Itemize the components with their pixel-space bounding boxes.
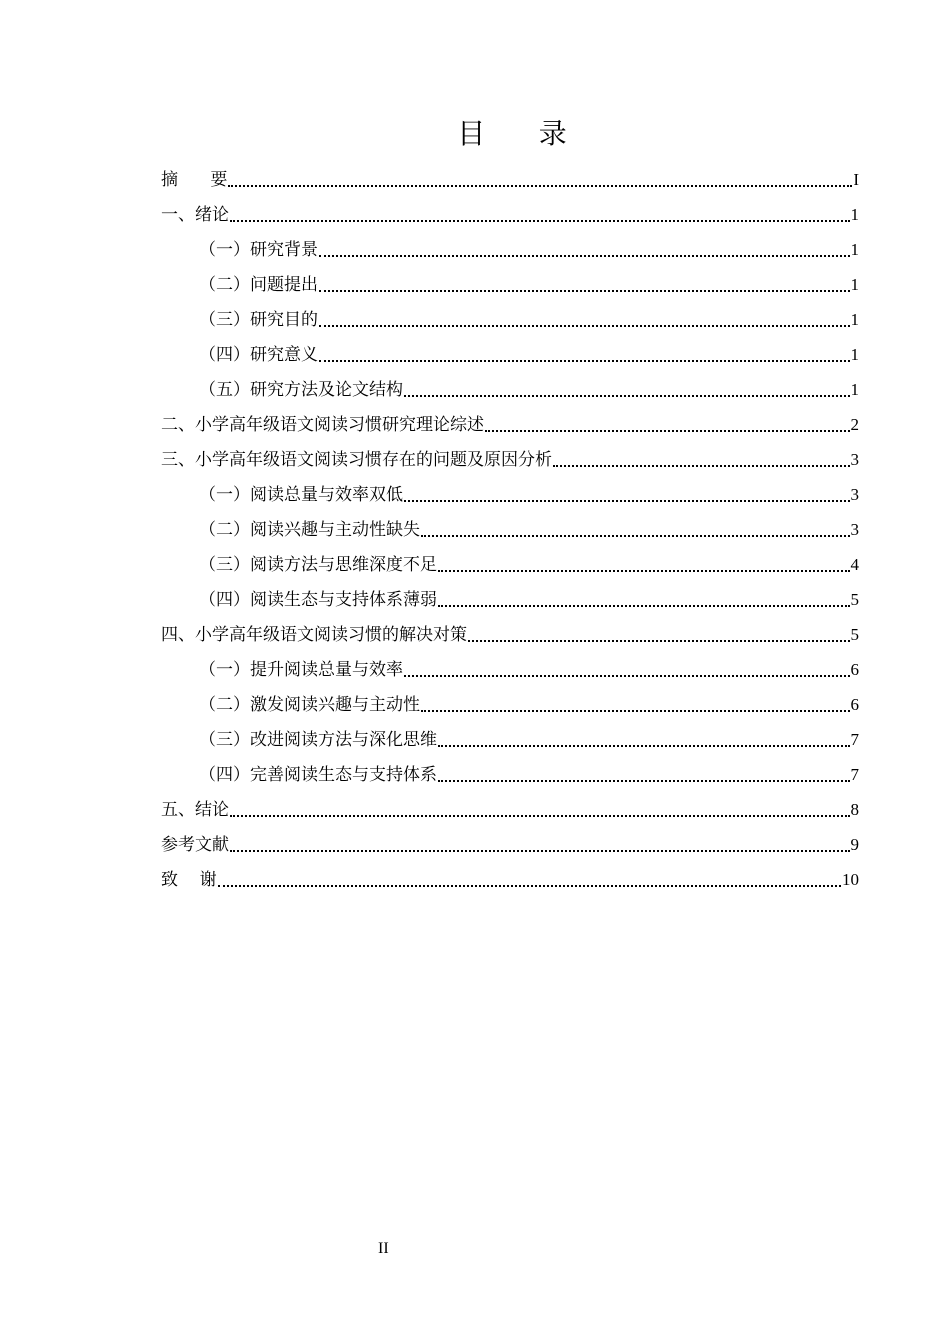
toc-entry-1-2[interactable] <box>161 265 859 300</box>
toc-entry-label: （四）完善阅读生态与支持体系 <box>199 765 437 785</box>
toc-entry-page: 8 <box>850 800 859 819</box>
dot-leader <box>421 535 850 537</box>
toc-entry-page: 1 <box>850 310 859 329</box>
toc-entry-page: 5 <box>850 625 859 644</box>
toc-entry-page: 6 <box>850 695 859 714</box>
dot-leader <box>230 815 850 817</box>
toc-entry-4-1[interactable] <box>161 650 859 685</box>
toc-entry-1-1[interactable] <box>161 230 859 265</box>
dot-leader <box>230 220 850 222</box>
dot-leader <box>468 640 850 642</box>
dot-leader <box>230 850 850 852</box>
toc-entry-label: 摘 要 <box>161 170 228 190</box>
dot-leader <box>228 185 852 187</box>
toc-entry-page: 1 <box>850 380 859 399</box>
toc-entry-1-4[interactable] <box>161 335 859 370</box>
toc-entry-label: （三）改进阅读方法与深化思维 <box>199 730 437 750</box>
dot-leader <box>485 430 850 432</box>
dot-leader <box>438 745 850 747</box>
toc-entry-4-4[interactable] <box>161 755 859 790</box>
toc-entry-label: 五、结论 <box>161 800 229 820</box>
dot-leader <box>421 710 850 712</box>
toc-entry-page: 4 <box>850 555 859 574</box>
toc-entry-label: 一、绪论 <box>161 205 229 225</box>
toc-entry-label: 参考文献 <box>161 835 229 855</box>
toc-entry-label: 三、小学高年级语文阅读习惯存在的问题及原因分析 <box>161 450 552 470</box>
toc-entry-3-4[interactable] <box>161 580 859 615</box>
toc-entry-3-1[interactable] <box>161 475 859 510</box>
toc-entry-page: 5 <box>850 590 859 609</box>
toc-entry-label: 四、小学高年级语文阅读习惯的解决对策 <box>161 625 467 645</box>
dot-leader <box>404 395 850 397</box>
toc-entry-label: （三）研究目的 <box>199 310 318 330</box>
toc-entry-label: （二）激发阅读兴趣与主动性 <box>199 695 420 715</box>
toc-entry-4-2[interactable] <box>161 685 859 720</box>
toc-entry-page: 1 <box>850 275 859 294</box>
toc-entry-page: 1 <box>850 205 859 224</box>
dot-leader <box>553 465 850 467</box>
dot-leader <box>319 325 850 327</box>
dot-leader <box>319 360 850 362</box>
toc-entry-chapter-3[interactable] <box>161 440 859 475</box>
toc-entry-label: （四）研究意义 <box>199 345 318 365</box>
page-title: 目 录 <box>457 117 567 150</box>
toc-entry-label: （一）阅读总量与效率双低 <box>199 485 403 505</box>
toc-entry-4-3[interactable] <box>161 720 859 755</box>
toc-entry-chapter-4[interactable] <box>161 615 859 650</box>
toc-entry-page: 7 <box>850 730 859 749</box>
toc-entry-acknowledgements[interactable] <box>161 860 859 895</box>
toc-entry-label: （二）问题提出 <box>199 275 318 295</box>
table-of-contents <box>161 160 859 895</box>
toc-entry-page: 3 <box>850 520 859 539</box>
toc-entry-references[interactable] <box>161 825 859 860</box>
dot-leader <box>319 290 850 292</box>
toc-entry-page: 1 <box>850 345 859 364</box>
toc-entry-page: 3 <box>850 485 859 504</box>
toc-entry-page: 6 <box>850 660 859 679</box>
dot-leader <box>404 675 850 677</box>
toc-entry-chapter-2[interactable] <box>161 405 859 440</box>
toc-entry-3-3[interactable] <box>161 545 859 580</box>
toc-entry-label: 二、小学高年级语文阅读习惯研究理论综述 <box>161 415 484 435</box>
toc-entry-label: （一）提升阅读总量与效率 <box>199 660 403 680</box>
toc-entry-chapter-5[interactable] <box>161 790 859 825</box>
toc-entry-page: 9 <box>850 835 859 854</box>
toc-entry-page: 2 <box>850 415 859 434</box>
dot-leader <box>319 255 850 257</box>
dot-leader <box>438 780 850 782</box>
toc-entry-label: （三）阅读方法与思维深度不足 <box>199 555 437 575</box>
toc-entry-abstract[interactable] <box>161 160 859 195</box>
toc-entry-page: 10 <box>842 870 859 889</box>
toc-entry-label: 致 谢 <box>161 870 217 890</box>
dot-leader <box>404 500 850 502</box>
toc-entry-label: （二）阅读兴趣与主动性缺失 <box>199 520 420 540</box>
toc-entry-label: （一）研究背景 <box>199 240 318 260</box>
toc-entry-label: （四）阅读生态与支持体系薄弱 <box>199 590 437 610</box>
toc-entry-3-2[interactable] <box>161 510 859 545</box>
dot-leader <box>438 605 850 607</box>
footer-page-number: II <box>378 1240 389 1257</box>
dot-leader <box>218 885 841 887</box>
dot-leader <box>438 570 850 572</box>
toc-entry-page: 3 <box>850 450 859 469</box>
toc-entry-page: 7 <box>850 765 859 784</box>
toc-entry-page: 1 <box>850 240 859 259</box>
toc-entry-chapter-1[interactable] <box>161 195 859 230</box>
toc-entry-label: （五）研究方法及论文结构 <box>199 380 403 400</box>
toc-entry-1-5[interactable] <box>161 370 859 405</box>
toc-entry-1-3[interactable] <box>161 300 859 335</box>
toc-entry-page: I <box>853 170 859 189</box>
